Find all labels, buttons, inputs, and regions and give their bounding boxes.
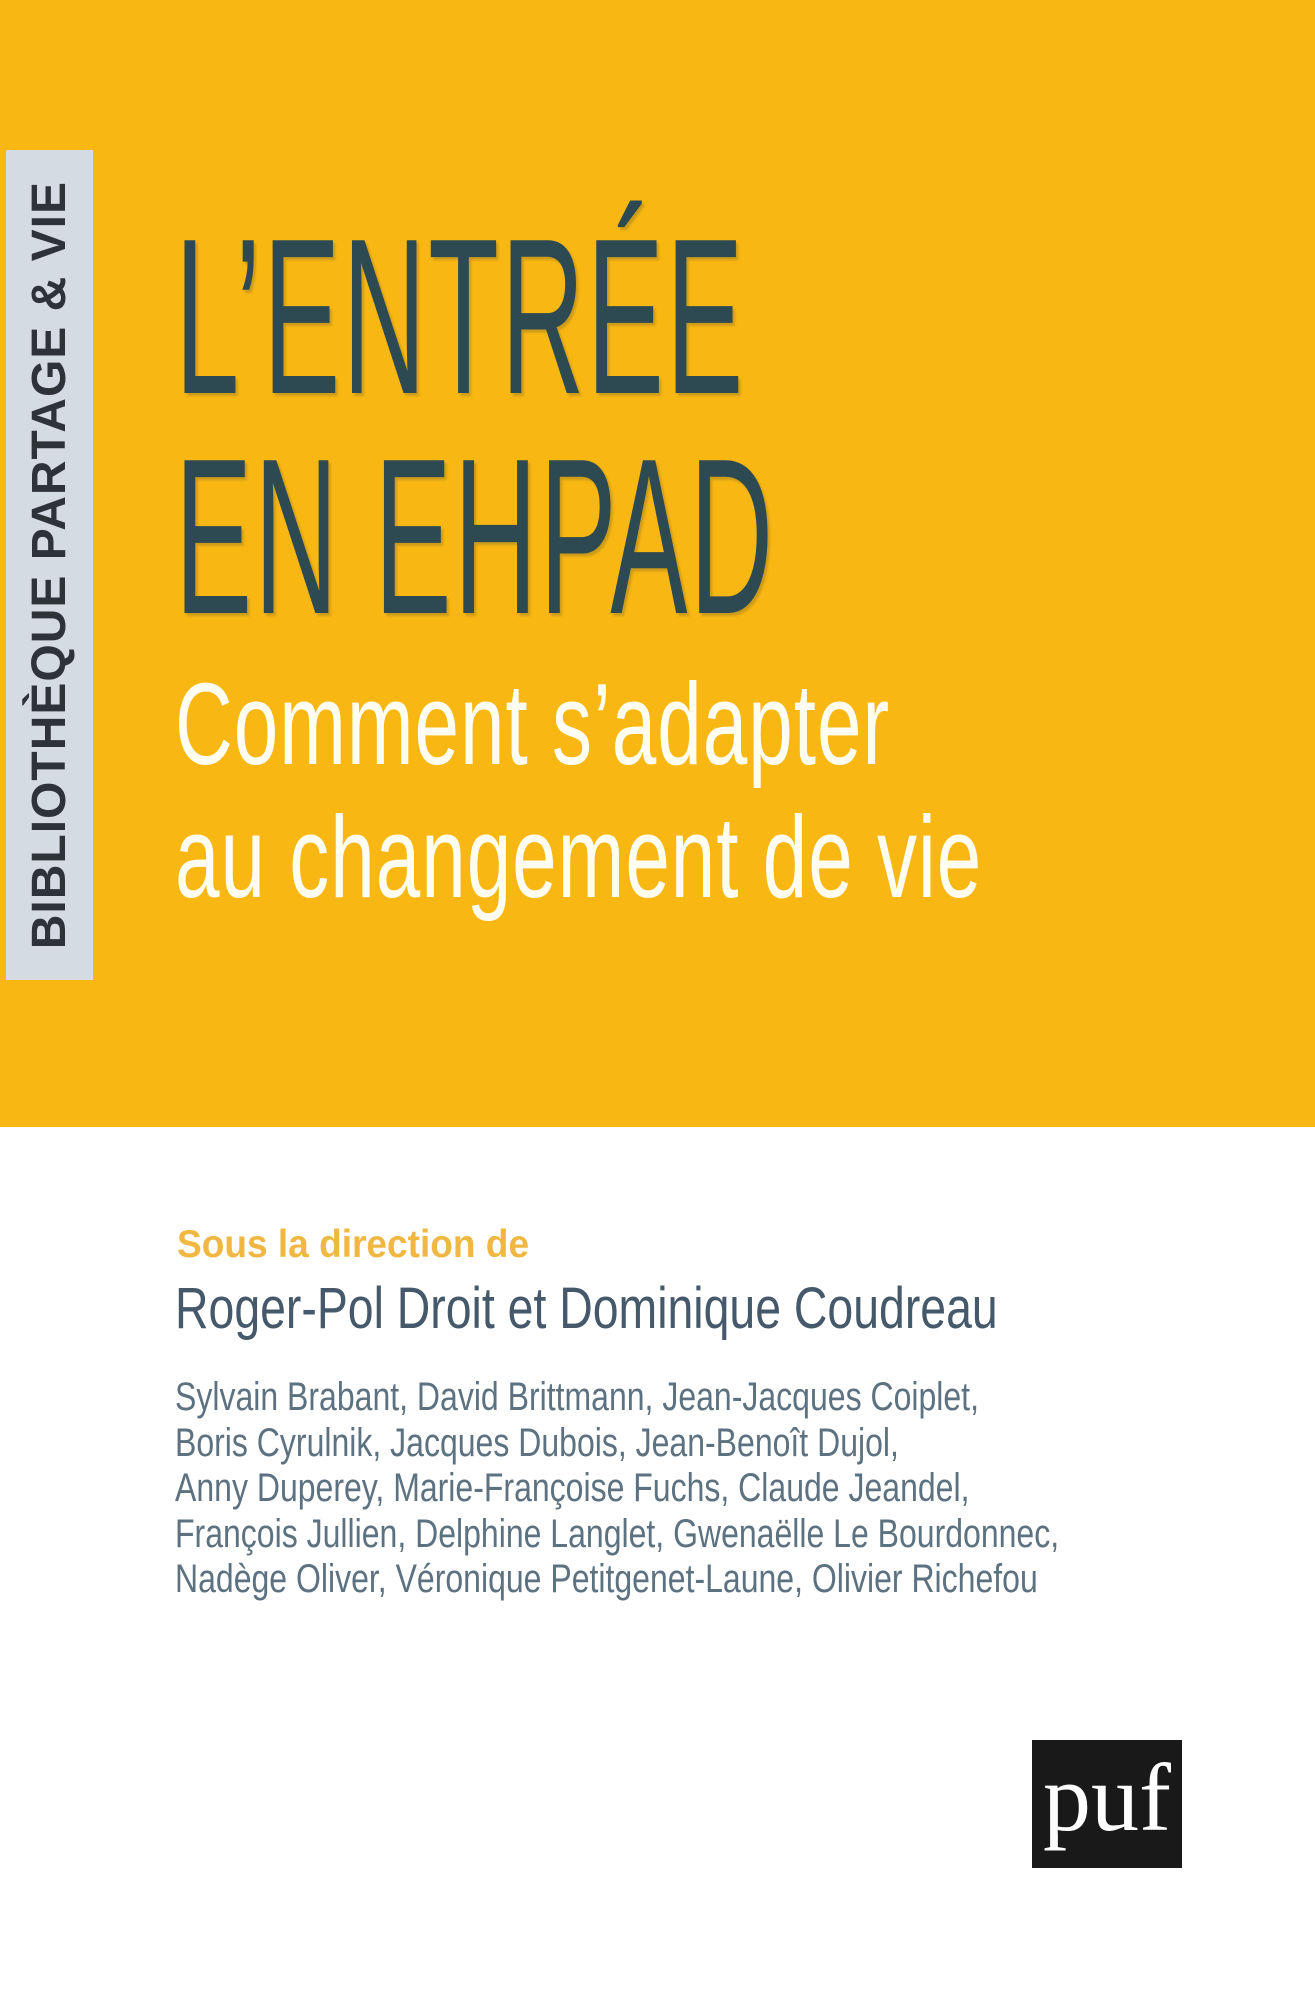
book-subtitle-line1: Comment s’adapter (175, 659, 891, 789)
contributors-block (175, 1375, 1059, 1603)
series-band-label: BIBLIOTHÈQUE PARTAGE & VIE (23, 180, 76, 950)
contributor-line: François Jullien, Delphine Langlet, Gwenaëlle Le Bourdonnec, (175, 1511, 1060, 1556)
book-title-line2: EN EHPAD (175, 411, 776, 661)
contributor-line: Nadège Oliver, Véronique Petitgenet-Laune, Olivier Richefou (175, 1557, 1038, 1601)
direction-kicker: Sous la direction de (177, 1223, 530, 1266)
publisher-logo-text: puf (1043, 1744, 1171, 1851)
book-subtitle-line2: au changement de vie (175, 792, 983, 922)
book-title-line1: L’ENTRÉE (175, 191, 746, 441)
authors-line: Roger-Pol Droit et Dominique Coudreau (175, 1276, 998, 1341)
contributor-line: Anny Duperey, Marie-Françoise Fuchs, Claude Jeandel, (175, 1466, 970, 1510)
series-band (6, 150, 93, 980)
publisher-logo (1032, 1740, 1182, 1868)
contributor-line: Boris Cyrulnik, Jacques Dubois, Jean-Benoît Dujol, (175, 1420, 899, 1465)
contributor-line: Sylvain Brabant, David Brittmann, Jean-Jacques Coiplet, (175, 1375, 979, 1419)
